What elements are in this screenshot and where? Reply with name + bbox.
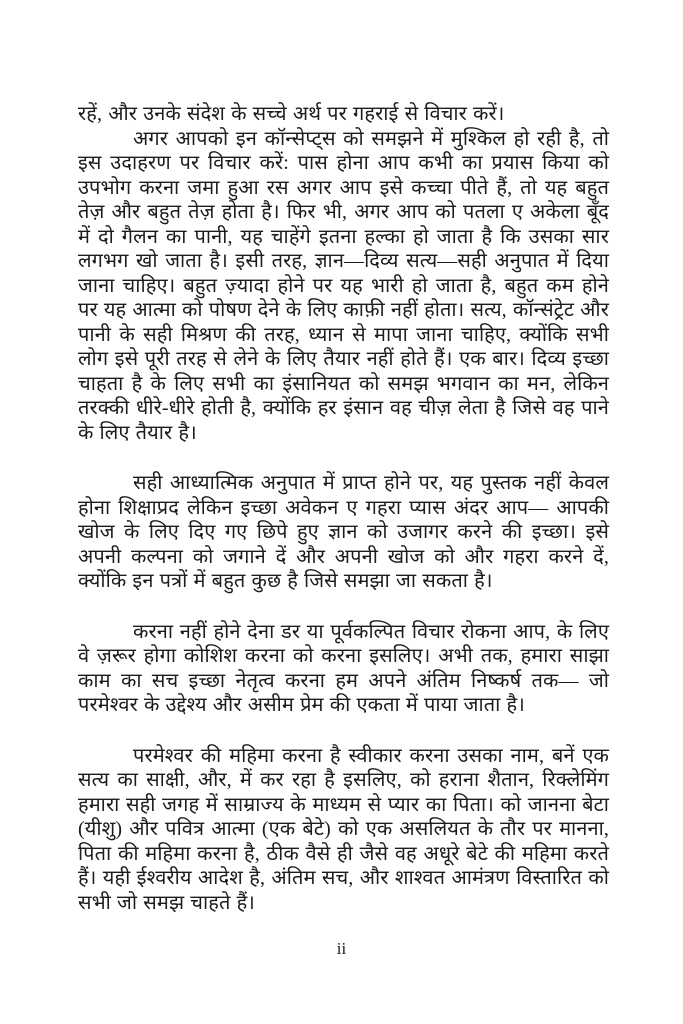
paragraph: परमेश्वर की महिमा करना है स्वीकार करना उसका नाम, बनें एक सत्य का साक्षी, और, में कर रहा है इसलिए, को हराना शैतान, रिक्लेमिंग हमारा सही जगह में साम्राज्य के माध्यम से प्यार का पिता। को जानना बेटा (यीशु) और पवित्र आत्मा (एक बेटे) को एक असलियत के तौर पर मानना, पिता की महिमा करना है, ठीक वैसे ही जैसे वह अधूरे बेटे की महिमा करते हैं। यही ईश्वरीय आदेश है, अंतिम सच, और शाश्वत आमंत्रण विस्तारित को सभी जो समझ चाहते हैं।: [78, 744, 609, 914]
paragraph: अगर आपको इन कॉन्सेप्ट्स को समझने में मुश्किल हो रही है, तो इस उदाहरण पर विचार करें: पास होना आप कभी का प्रयास किया को उपभोग करना जमा हुआ रस अगर आप इसे कच्चा पीते हैं, तो यह बहुत तेज़ और बहुत तेज़ होता है। फिर भी, अगर आप को पतला ए अकेला बूँद में दो गैलन का पानी, यह चाहेंगे इतना हल्का हो जाता है कि उसका सार लगभग खो जाता है। इसी तरह, ज्ञान—दिव्य सत्य—सही अनुपात में दिया जाना चाहिए। बहुत ज़्यादा होने पर यह भारी हो जाता है, बहुत कम होने पर यह आत्मा को पोषण देने के लिए काफ़ी नहीं होता। सत्य, कॉन्संट्रेट और पानी के सही मिश्रण की तरह, ध्यान से मापा जाना चाहिए, क्योंकि सभी लोग इसे पूरी तरह से लेने के लिए तैयार नहीं होते हैं। एक बार। दिव्य इच्छा चाहता है के लिए सभी का इंसानियत को समझ भगवान का मन, लेकिन तरक्की धीरे-धीरे होती है, क्योंकि हर इंसान वह चीज़ लेता है जिसे वह पाने के लिए तैयार है।: [78, 127, 609, 444]
paragraph: सही आध्यात्मिक अनुपात में प्राप्त होने पर, यह पुस्तक नहीं केवल होना शिक्षाप्रद लेकिन इच्छा अवेकन ए गहरा प्यास अंदर आप— आपकी खोज के लिए दिए गए छिपे हुए ज्ञान को उजागर करने की इच्छा। इसे अपनी कल्पना को जगाने दें और अपनी खोज को और गहरा करने दें, क्योंकि इन पत्रों में बहुत कुछ है जिसे समझा जा सकता है।: [78, 472, 609, 592]
paragraph: करना नहीं होने देना डर या पूर्वकल्पित विचार रोकना आप, के लिए वे ज़रूर होगा कोशिश करना को करना इसलिए। अभी तक, हमारा साझा काम का सच इच्छा नेतृत्व करना हम अपने अंतिम निष्कर्ष तक— जो परमेश्वर के उद्देश्य और असीम प्रेम की एकता में पाया जाता है।: [78, 620, 609, 716]
paragraph-continuation: रहें, और उनके संदेश के सच्चे अर्थ पर गहराई से विचार करें।: [78, 103, 505, 125]
page-number: ii: [336, 939, 347, 958]
page-text-block: [78, 102, 609, 915]
